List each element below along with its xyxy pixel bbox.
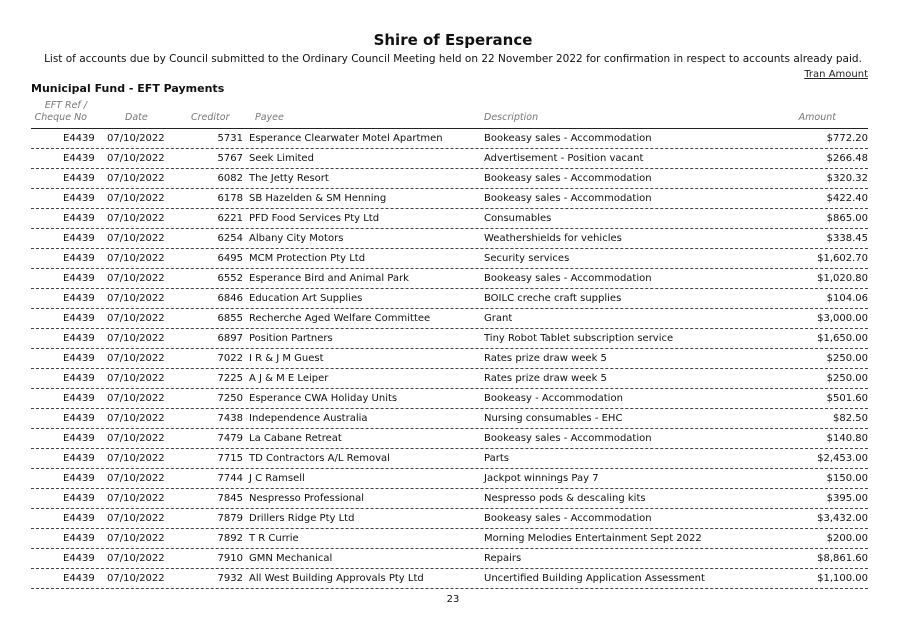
cell-creditor: 7845 bbox=[217, 493, 243, 504]
cell-amount: $266.48 bbox=[826, 153, 868, 164]
cell-amount: $3,000.00 bbox=[817, 313, 868, 324]
table-row bbox=[31, 569, 868, 589]
cell-amount: $150.00 bbox=[826, 473, 868, 484]
cell-creditor: 7438 bbox=[217, 413, 243, 424]
cell-date: 07/10/2022 bbox=[107, 473, 165, 484]
table-row bbox=[31, 329, 868, 349]
cell-date: 07/10/2022 bbox=[107, 553, 165, 564]
cell-date: 07/10/2022 bbox=[107, 173, 165, 184]
table-row bbox=[31, 349, 868, 369]
cell-ref: E4439 bbox=[63, 513, 95, 524]
cell-amount: $1,100.00 bbox=[817, 573, 868, 584]
cell-date: 07/10/2022 bbox=[107, 273, 165, 284]
cell-amount: $320.32 bbox=[826, 173, 868, 184]
cell-ref: E4439 bbox=[63, 473, 95, 484]
table-row bbox=[31, 489, 868, 509]
table-row bbox=[31, 229, 868, 249]
cell-date: 07/10/2022 bbox=[107, 233, 165, 244]
table-row bbox=[31, 169, 868, 189]
cell-payee: Nespresso Professional bbox=[249, 493, 365, 504]
cell-payee: Position Partners bbox=[249, 333, 333, 344]
cell-ref: E4439 bbox=[63, 153, 95, 164]
cell-payee: SB Hazelden & SM Henning bbox=[249, 193, 387, 204]
column-header-payee: Payee bbox=[255, 112, 284, 123]
cell-date: 07/10/2022 bbox=[107, 153, 165, 164]
cell-amount: $422.40 bbox=[826, 193, 868, 204]
cell-payee: TD Contractors A/L Removal bbox=[249, 453, 390, 464]
column-header-description: Description bbox=[484, 112, 539, 123]
cell-creditor: 7932 bbox=[217, 573, 243, 584]
cell-creditor: 6552 bbox=[217, 273, 243, 284]
cell-creditor: 7910 bbox=[217, 553, 243, 564]
page-number: 23 bbox=[446, 594, 460, 605]
section-heading: Municipal Fund - EFT Payments bbox=[31, 82, 225, 95]
cell-ref: E4439 bbox=[63, 373, 95, 384]
cell-date: 07/10/2022 bbox=[107, 213, 165, 224]
cell-creditor: 6855 bbox=[217, 313, 243, 324]
cell-ref: E4439 bbox=[63, 453, 95, 464]
cell-description: Advertisement - Position vacant bbox=[484, 153, 644, 164]
cell-amount: $3,432.00 bbox=[817, 513, 868, 524]
cell-ref: E4439 bbox=[63, 493, 95, 504]
cell-date: 07/10/2022 bbox=[107, 533, 165, 544]
cell-creditor: 6178 bbox=[217, 193, 243, 204]
cell-creditor: 6221 bbox=[217, 213, 243, 224]
cell-creditor: 7744 bbox=[217, 473, 243, 484]
cell-creditor: 6254 bbox=[217, 233, 243, 244]
cell-creditor: 6846 bbox=[217, 293, 243, 304]
cell-ref: E4439 bbox=[63, 193, 95, 204]
cell-creditor: 6082 bbox=[217, 173, 243, 184]
cell-creditor: 7225 bbox=[217, 373, 243, 384]
table-row bbox=[31, 269, 868, 289]
cell-description: BOILC creche craft supplies bbox=[484, 293, 622, 304]
cell-creditor: 6495 bbox=[217, 253, 243, 264]
cell-payee: Education Art Supplies bbox=[249, 293, 363, 304]
cell-description: Bookeasy sales - Accommodation bbox=[484, 193, 652, 204]
cell-creditor: 7250 bbox=[217, 393, 243, 404]
column-header-date: Date bbox=[125, 112, 148, 123]
cell-date: 07/10/2022 bbox=[107, 433, 165, 444]
column-header-amount: Amount bbox=[798, 112, 836, 123]
table-row bbox=[31, 449, 868, 469]
cell-amount: $772.20 bbox=[826, 133, 868, 144]
cell-date: 07/10/2022 bbox=[107, 313, 165, 324]
table-row bbox=[31, 209, 868, 229]
cell-date: 07/10/2022 bbox=[107, 193, 165, 204]
cell-description: Weathershields for vehicles bbox=[484, 233, 622, 244]
cell-description: Nursing consumables - EHC bbox=[484, 413, 623, 424]
cell-amount: $8,861.60 bbox=[817, 553, 868, 564]
table-row bbox=[31, 149, 868, 169]
ref-header-line2: Cheque No bbox=[34, 112, 87, 123]
table-row bbox=[31, 389, 868, 409]
cell-payee: Independence Australia bbox=[249, 413, 368, 424]
cell-ref: E4439 bbox=[63, 433, 95, 444]
cell-amount: $82.50 bbox=[833, 413, 868, 424]
cell-amount: $200.00 bbox=[826, 533, 868, 544]
cell-ref: E4439 bbox=[63, 293, 95, 304]
cell-creditor: 5731 bbox=[217, 133, 243, 144]
cell-ref: E4439 bbox=[63, 533, 95, 544]
cell-payee: GMN Mechanical bbox=[249, 553, 333, 564]
payments-table-body bbox=[31, 129, 868, 589]
cell-amount: $250.00 bbox=[826, 373, 868, 384]
cell-amount: $395.00 bbox=[826, 493, 868, 504]
cell-date: 07/10/2022 bbox=[107, 453, 165, 464]
cell-date: 07/10/2022 bbox=[107, 493, 165, 504]
cell-description: Bookeasy sales - Accommodation bbox=[484, 133, 652, 144]
cell-description: Grant bbox=[484, 313, 513, 324]
cell-payee: La Cabane Retreat bbox=[249, 433, 342, 444]
cell-payee: The Jetty Resort bbox=[249, 173, 329, 184]
cell-creditor: 7479 bbox=[217, 433, 243, 444]
cell-payee: T R Currie bbox=[249, 533, 299, 544]
cell-payee: Esperance Bird and Animal Park bbox=[249, 273, 409, 284]
cell-ref: E4439 bbox=[63, 353, 95, 364]
tran-amount-link[interactable]: Tran Amount bbox=[804, 69, 868, 80]
table-row bbox=[31, 429, 868, 449]
cell-creditor: 7022 bbox=[217, 353, 243, 364]
cell-description: Uncertified Building Application Assessment bbox=[484, 573, 705, 584]
cell-description: Tiny Robot Tablet subscription service bbox=[484, 333, 674, 344]
cell-payee: MCM Protection Pty Ltd bbox=[249, 253, 366, 264]
cell-amount: $338.45 bbox=[826, 233, 868, 244]
cell-description: Bookeasy sales - Accommodation bbox=[484, 513, 652, 524]
table-row bbox=[31, 469, 868, 489]
cell-payee: PFD Food Services Pty Ltd bbox=[249, 213, 380, 224]
cell-description: Bookeasy sales - Accommodation bbox=[484, 433, 652, 444]
cell-payee: J C Ramsell bbox=[249, 473, 305, 484]
cell-ref: E4439 bbox=[63, 573, 95, 584]
cell-date: 07/10/2022 bbox=[107, 353, 165, 364]
cell-payee: Albany City Motors bbox=[249, 233, 344, 244]
cell-creditor: 6897 bbox=[217, 333, 243, 344]
table-row bbox=[31, 369, 868, 389]
cell-date: 07/10/2022 bbox=[107, 333, 165, 344]
cell-date: 07/10/2022 bbox=[107, 373, 165, 384]
cell-ref: E4439 bbox=[63, 273, 95, 284]
cell-description: Bookeasy - Accommodation bbox=[484, 393, 623, 404]
table-row bbox=[31, 309, 868, 329]
cell-description: Rates prize draw week 5 bbox=[484, 373, 607, 384]
cell-date: 07/10/2022 bbox=[107, 413, 165, 424]
cell-ref: E4439 bbox=[63, 133, 95, 144]
cell-ref: E4439 bbox=[63, 173, 95, 184]
cell-amount: $1,650.00 bbox=[817, 333, 868, 344]
cell-amount: $2,453.00 bbox=[817, 453, 868, 464]
cell-description: Bookeasy sales - Accommodation bbox=[484, 173, 652, 184]
cell-description: Parts bbox=[484, 453, 509, 464]
cell-payee: Esperance CWA Holiday Units bbox=[249, 393, 398, 404]
column-header-ref bbox=[31, 100, 87, 124]
cell-ref: E4439 bbox=[63, 213, 95, 224]
cell-ref: E4439 bbox=[63, 393, 95, 404]
cell-description: Bookeasy sales - Accommodation bbox=[484, 273, 652, 284]
cell-date: 07/10/2022 bbox=[107, 573, 165, 584]
cell-ref: E4439 bbox=[63, 413, 95, 424]
cell-description: Security services bbox=[484, 253, 570, 264]
table-row bbox=[31, 189, 868, 209]
cell-description: Repairs bbox=[484, 553, 522, 564]
cell-amount: $1,602.70 bbox=[817, 253, 868, 264]
cell-payee: Seek Limited bbox=[249, 153, 314, 164]
column-header-creditor: Creditor bbox=[191, 112, 230, 123]
cell-ref: E4439 bbox=[63, 233, 95, 244]
table-row bbox=[31, 129, 868, 149]
table-header bbox=[31, 100, 868, 129]
cell-payee: Esperance Clearwater Motel Apartmen bbox=[249, 133, 443, 144]
cell-date: 07/10/2022 bbox=[107, 253, 165, 264]
cell-payee: All West Building Approvals Pty Ltd bbox=[249, 573, 424, 584]
cell-payee: Drillers Ridge Pty Ltd bbox=[249, 513, 355, 524]
cell-date: 07/10/2022 bbox=[107, 393, 165, 404]
cell-creditor: 7879 bbox=[217, 513, 243, 524]
cell-payee: Recherche Aged Welfare Committee bbox=[249, 313, 431, 324]
cell-ref: E4439 bbox=[63, 333, 95, 344]
page-title: Shire of Esperance bbox=[373, 31, 533, 49]
cell-payee: I R & J M Guest bbox=[249, 353, 324, 364]
cell-description: Rates prize draw week 5 bbox=[484, 353, 607, 364]
cell-description: Morning Melodies Entertainment Sept 2022 bbox=[484, 533, 702, 544]
cell-description: Jackpot winnings Pay 7 bbox=[484, 473, 599, 484]
cell-ref: E4439 bbox=[63, 553, 95, 564]
cell-creditor: 5767 bbox=[217, 153, 243, 164]
table-row bbox=[31, 509, 868, 529]
cell-amount: $250.00 bbox=[826, 353, 868, 364]
cell-payee: A J & M E Leiper bbox=[249, 373, 329, 384]
cell-date: 07/10/2022 bbox=[107, 133, 165, 144]
cell-date: 07/10/2022 bbox=[107, 513, 165, 524]
cell-creditor: 7715 bbox=[217, 453, 243, 464]
cell-ref: E4439 bbox=[63, 253, 95, 264]
cell-description: Consumables bbox=[484, 213, 552, 224]
table-row bbox=[31, 549, 868, 569]
cell-amount: $865.00 bbox=[826, 213, 868, 224]
table-row bbox=[31, 529, 868, 549]
cell-description: Nespresso pods & descaling kits bbox=[484, 493, 646, 504]
cell-amount: $140.80 bbox=[826, 433, 868, 444]
table-row bbox=[31, 289, 868, 309]
table-row bbox=[31, 409, 868, 429]
cell-amount: $104.06 bbox=[826, 293, 868, 304]
cell-amount: $501.60 bbox=[826, 393, 868, 404]
table-row bbox=[31, 249, 868, 269]
report-subtitle: List of accounts due by Council submitted to the Ordinary Council Meeting held on 22 November 2022 for confirmation in respect to accounts already paid. bbox=[44, 53, 862, 65]
cell-ref: E4439 bbox=[63, 313, 95, 324]
ref-header-line1: EFT Ref / bbox=[44, 100, 87, 111]
cell-date: 07/10/2022 bbox=[107, 293, 165, 304]
cell-creditor: 7892 bbox=[217, 533, 243, 544]
cell-amount: $1,020.80 bbox=[817, 273, 868, 284]
